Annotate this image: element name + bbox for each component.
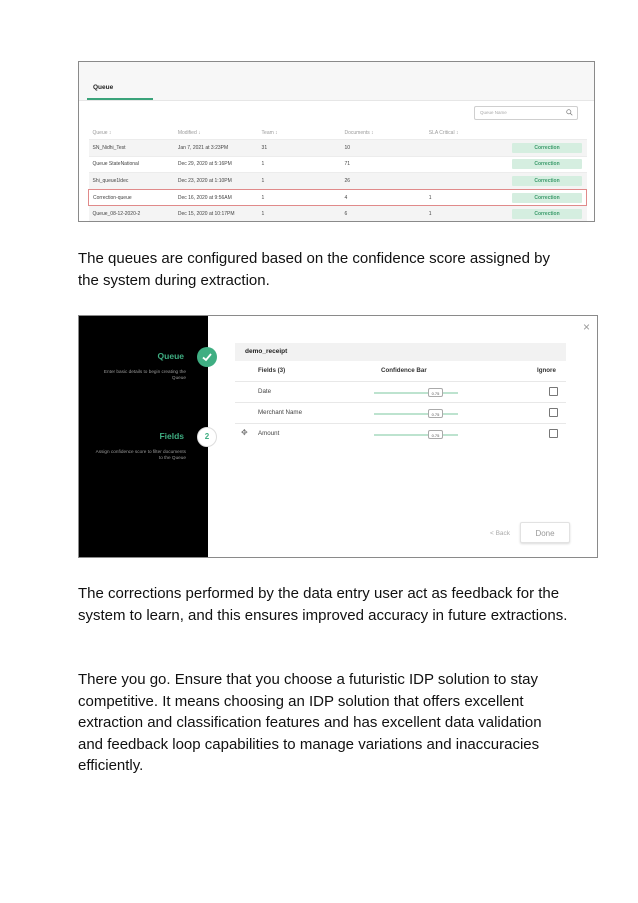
confidence-value[interactable]: 0.75 (428, 409, 443, 418)
field-name: Amount (258, 430, 280, 437)
confidence-column-header: Confidence Bar (381, 367, 427, 374)
search-placeholder: Queue Name (480, 110, 507, 115)
drag-handle-icon[interactable]: ✥ (241, 428, 248, 437)
field-name: Date (258, 388, 272, 395)
ignore-checkbox[interactable] (549, 429, 558, 438)
action-cell (508, 156, 587, 173)
team-cell: 1 (258, 156, 341, 173)
action-cell (508, 206, 587, 222)
column-header-action (508, 127, 587, 140)
column-header-queue[interactable]: Queue ↕ (92, 130, 112, 136)
correction-button[interactable]: Correction (512, 193, 582, 203)
search-icon[interactable] (566, 109, 573, 116)
documents-cell: 4 (340, 189, 424, 206)
record-header (235, 343, 566, 361)
sla-cell: 1 (425, 206, 508, 222)
table-row[interactable] (89, 206, 587, 222)
correction-button[interactable]: Correction (512, 143, 582, 153)
confidence-slider[interactable] (374, 434, 458, 436)
field-name: Merchant Name (258, 409, 303, 416)
column-header-sla-critical[interactable]: SLA Critical ↕ (428, 130, 459, 136)
action-cell (508, 140, 587, 157)
action-cell (508, 189, 587, 206)
sla-cell (425, 140, 508, 157)
sla-cell (425, 156, 508, 173)
correction-button[interactable]: Correction (512, 209, 582, 219)
step-title-fields[interactable]: Fields (159, 431, 184, 441)
team-cell: 1 (258, 189, 341, 206)
team-cell: 1 (258, 173, 341, 190)
back-button[interactable]: < Back (490, 530, 511, 537)
ignore-checkbox[interactable] (549, 387, 558, 396)
queue-name-cell: Queue_08-12-2020-2 (89, 206, 174, 222)
confidence-value[interactable]: 0.75 (428, 388, 443, 397)
ignore-column-header: Ignore (537, 367, 556, 374)
column-header-team[interactable]: Team ↕ (261, 130, 278, 136)
ignore-checkbox[interactable] (549, 408, 558, 417)
column-header-documents[interactable]: Documents ↕ (344, 130, 374, 136)
queue-name-cell: Shi_queue1ldec (89, 173, 174, 190)
modified-cell: Dec 29, 2020 at 5:16PM (174, 156, 258, 173)
tab-bar (79, 62, 594, 101)
field-row-amount (235, 423, 566, 445)
paragraph-conclusion: There you go. Ensure that you choose a futuristic IDP solution to stay competitive. It means choosing an IDP solution that offers excellent extraction and classification features and has excellent data validation and feedback loop capabilities to manage variations and inaccuracies efficiently. (78, 671, 542, 774)
team-cell: 1 (258, 206, 341, 222)
step-title-queue[interactable]: Queue (157, 351, 184, 361)
queue-list-screenshot (78, 61, 595, 222)
confidence-slider[interactable] (374, 413, 458, 415)
table-row[interactable] (89, 140, 587, 157)
queue-table (88, 127, 587, 222)
table-row-highlighted[interactable] (89, 189, 587, 206)
field-row-date (235, 381, 566, 403)
confidence-value[interactable]: 0.75 (428, 430, 443, 439)
sla-cell: 1 (425, 189, 508, 206)
modified-cell: Dec 16, 2020 at 9:56AM (174, 189, 258, 206)
active-tab-indicator (87, 98, 153, 100)
table-row[interactable] (89, 173, 587, 190)
fields-column-header: Fields (3) (258, 367, 286, 374)
documents-cell: 6 (340, 206, 424, 222)
table-header-row (89, 127, 587, 140)
correction-button[interactable]: Correction (512, 159, 582, 169)
queue-search-input[interactable] (474, 106, 578, 120)
documents-cell: 10 (340, 140, 424, 157)
confidence-slider[interactable] (374, 392, 458, 394)
modified-cell: Jan 7, 2021 at 3:23PM (174, 140, 258, 157)
table-row[interactable] (89, 156, 587, 173)
queue-name-cell: SN_Nidhi_Test (89, 140, 174, 157)
step-number-badge: 2 (197, 427, 217, 447)
paragraph-queues-configured: The queues are configured based on the confidence score assigned by the system during extraction. (78, 250, 550, 289)
modified-cell: Dec 15, 2020 at 10:17PM (174, 206, 258, 222)
field-row-merchant-name (235, 402, 566, 424)
step-complete-check-icon (197, 347, 217, 367)
queue-name-cell: Queue StateNational (89, 156, 174, 173)
paragraph-corrections-feedback: The corrections performed by the data entry user act as feedback for the system to learn, and this ensures improved accuracy in future extractions. (78, 585, 568, 624)
done-button[interactable]: Done (520, 522, 570, 543)
documents-cell: 26 (340, 173, 424, 190)
tab-queue[interactable]: Queue (93, 84, 114, 91)
action-cell (508, 173, 587, 190)
sla-cell (425, 173, 508, 190)
queue-wizard-screenshot (78, 315, 598, 558)
documents-cell: 71 (340, 156, 424, 173)
column-header-modified[interactable]: Modified ↓ (177, 130, 201, 136)
team-cell: 31 (258, 140, 341, 157)
wizard-sidebar (79, 316, 208, 557)
close-icon[interactable]: × (582, 320, 590, 334)
queue-name-cell: Correction-queue (89, 189, 174, 206)
step-description-queue: Enter basic details to begin creating the Queue (103, 369, 186, 381)
record-name: demo_receipt (245, 348, 288, 355)
correction-button[interactable]: Correction (512, 176, 582, 186)
step-description-fields: Assign confidence score to filter documents to the Queue (95, 449, 186, 461)
modified-cell: Dec 23, 2020 at 1:10PM (174, 173, 258, 190)
